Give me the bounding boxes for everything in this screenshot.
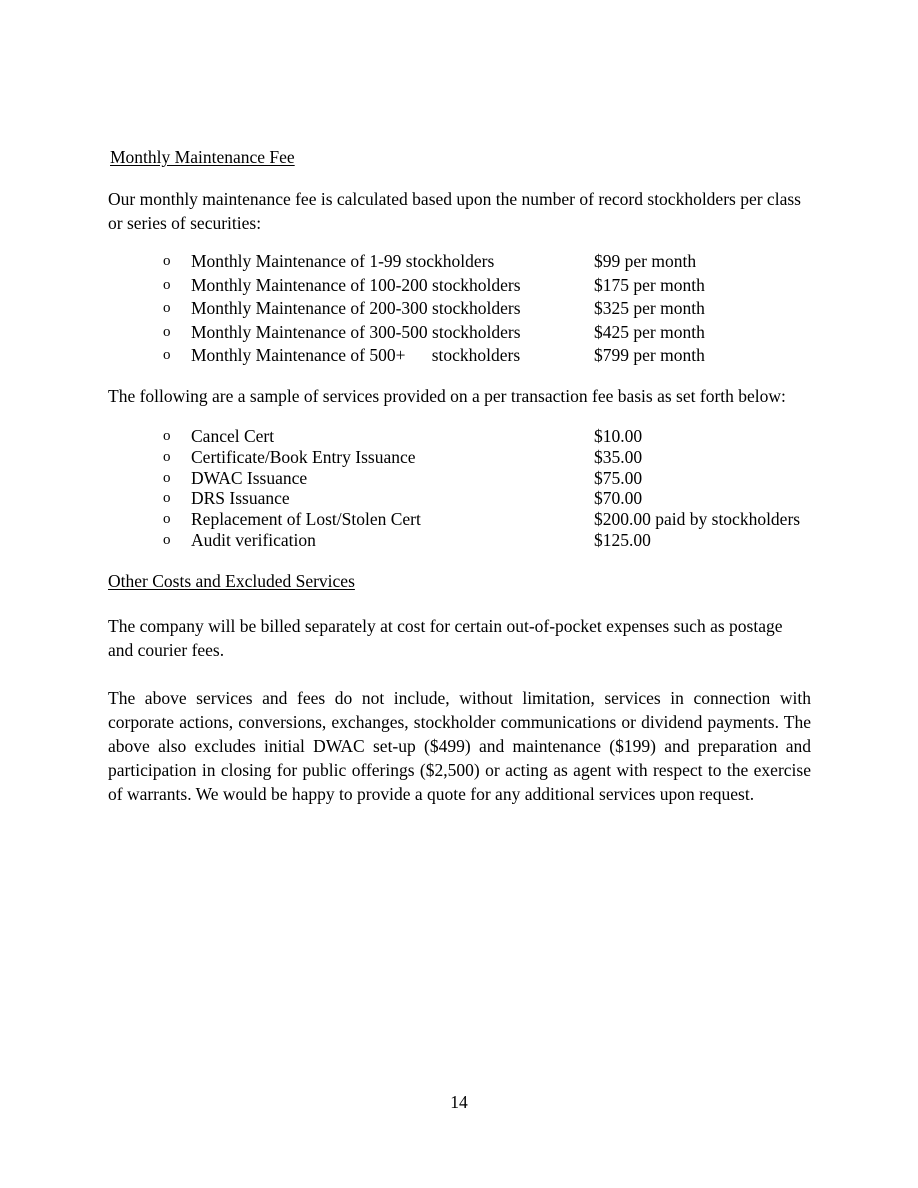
bullet-icon: o — [163, 323, 171, 340]
fee-price: $799 per month — [594, 345, 705, 366]
other-costs-paragraph-2: The above services and fees do not include, without limitation, services in connection with corporate actions, conversions, exchanges, stockholder communications or dividend payments. The above also excludes initial DWAC set-up ($499) and maintenance ($199) and preparation and participation in closing for public offerings ($2,500) or acting as agent with respect to the exercise of warrants. We would be happy to provide a quote for any additional services upon request. — [108, 688, 811, 804]
other-costs-heading: Other Costs and Excluded Services — [108, 571, 355, 591]
list-item — [163, 344, 823, 368]
service-label: Replacement of Lost/Stolen Cert — [191, 509, 421, 530]
bullet-icon: o — [163, 347, 171, 364]
service-label: DRS Issuance — [191, 488, 290, 509]
fee-label: Monthly Maintenance of 300-500 stockholders — [191, 321, 521, 342]
bullet-icon: o — [163, 428, 171, 444]
bullet-icon: o — [163, 448, 171, 465]
service-price: $200.00 paid by stockholders — [594, 509, 801, 530]
bullet-icon: o — [163, 490, 171, 507]
service-price: $70.00 — [594, 488, 643, 509]
service-label: Cancel Cert — [191, 426, 275, 446]
list-item — [163, 468, 823, 489]
list-item — [163, 321, 823, 345]
service-price: $10.00 — [594, 426, 643, 446]
fee-label: Monthly Maintenance of 1-99 stockholders — [191, 251, 495, 271]
service-price: $75.00 — [594, 467, 643, 488]
list-item — [163, 488, 823, 509]
bullet-icon: o — [163, 469, 171, 486]
transactions-intro-paragraph: The following are a sample of services provided on a per transaction fee basis as set forth below: — [108, 386, 786, 406]
service-label: DWAC Issuance — [191, 467, 308, 488]
maintenance-fee-list — [163, 250, 823, 368]
list-item — [163, 447, 823, 468]
list-item — [163, 297, 823, 321]
service-label: Certificate/Book Entry Issuance — [191, 446, 416, 467]
bullet-icon: o — [163, 300, 171, 317]
list-item — [163, 509, 823, 530]
list-item — [163, 530, 823, 551]
maintenance-intro-paragraph: Our monthly maintenance fee is calculated based upon the number of record stockholders per class or series of securities: — [108, 189, 801, 233]
service-label: Audit verification — [191, 529, 316, 550]
monthly-maintenance-heading: Monthly Maintenance Fee — [110, 147, 295, 167]
fee-label: Monthly Maintenance of 100-200 stockholders — [191, 274, 521, 295]
bullet-icon: o — [163, 276, 171, 293]
fee-price: $325 per month — [594, 298, 705, 319]
list-item — [163, 274, 823, 298]
transaction-fee-list — [163, 426, 823, 551]
list-item — [163, 426, 823, 447]
page-number: 14 — [450, 1092, 468, 1112]
fee-price: $99 per month — [594, 251, 697, 271]
list-item — [163, 250, 823, 274]
fee-price: $425 per month — [594, 321, 705, 342]
bullet-icon: o — [163, 253, 171, 269]
service-price: $125.00 — [594, 529, 651, 550]
fee-label: Monthly Maintenance of 200-300 stockholders — [191, 298, 521, 319]
fee-label: Monthly Maintenance of 500+ stockholders — [191, 345, 521, 366]
fee-price: $175 per month — [594, 274, 705, 295]
bullet-icon: o — [163, 511, 171, 528]
bullet-icon: o — [163, 531, 171, 548]
service-price: $35.00 — [594, 446, 643, 467]
other-costs-paragraph-1: The company will be billed separately at cost for certain out-of-pocket expenses such as postage and courier fees. — [108, 616, 783, 660]
